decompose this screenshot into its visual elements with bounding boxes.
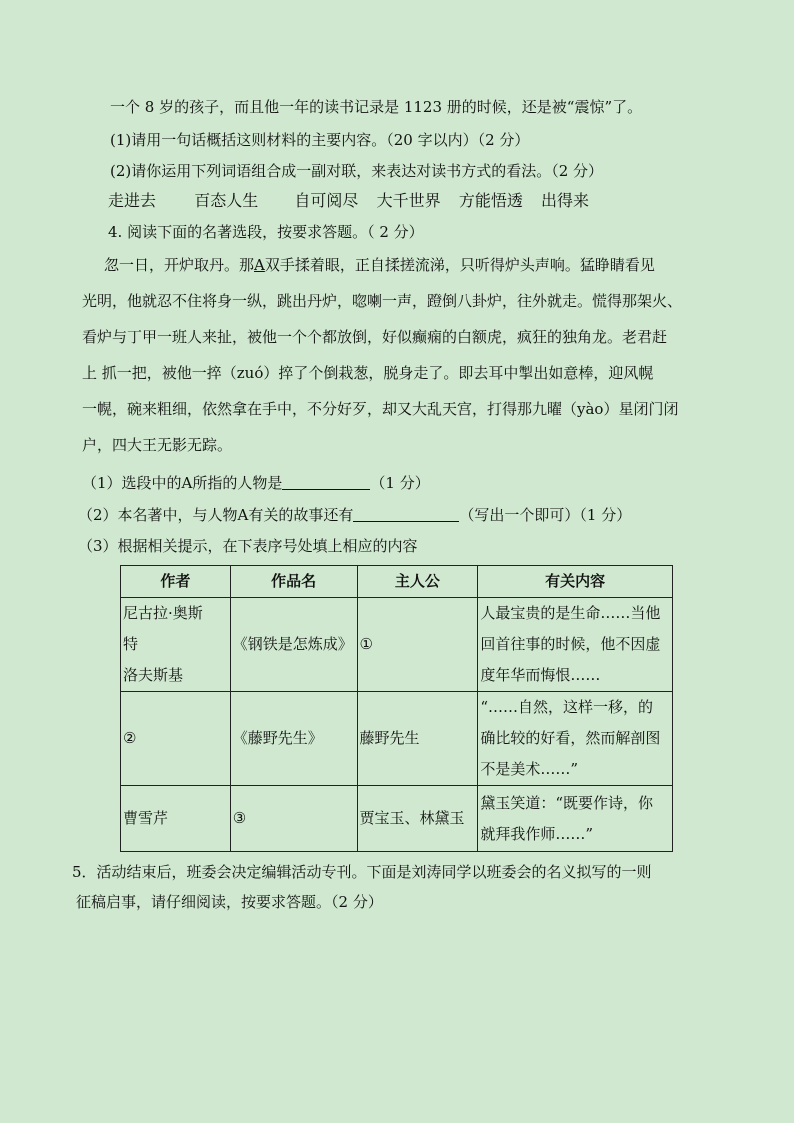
blank-A: A <box>254 256 265 274</box>
header-hero: 主人公 <box>357 566 478 598</box>
sub-question-2 <box>78 505 631 525</box>
cell-author <box>121 598 231 692</box>
cell-text: 度年华而悔恨…… <box>480 666 601 684</box>
question-1: (1)请用一句话概括这则材料的主要内容。（20 字以内）（2 分） <box>110 131 530 149</box>
sub-question-text: （1）选段中的A所指的人物是 <box>82 474 283 492</box>
cell-text: ② <box>123 729 137 747</box>
cell-work[interactable]: ③ <box>230 786 357 852</box>
cell-content <box>478 692 673 786</box>
table-row <box>121 786 673 852</box>
cell-hero: 贾宝玉、林黛玉 <box>357 786 478 852</box>
cell-content <box>478 598 673 692</box>
cell-text: 特 <box>123 635 139 653</box>
cell-text: 不是美术……” <box>480 760 578 778</box>
table-header-row <box>121 566 673 598</box>
table-row <box>121 692 673 786</box>
passage-line <box>104 255 655 275</box>
cell-text: 尼古拉·奥斯 <box>123 604 203 622</box>
cell-text: 确比较的好看，然而解剖图 <box>480 729 661 747</box>
cell-text: 洛夫斯基 <box>123 666 184 684</box>
cell-text: “……自然，这样一移，的 <box>480 698 653 716</box>
passage-line: 光明，他就忍不住将身一纵，跳出丹炉，唿喇一声，蹬倒八卦炉，往外就走。慌得那架火、 <box>82 292 683 310</box>
word-item: 百态人生 <box>194 191 259 210</box>
passage-line: 户，四大王无影无踪。 <box>82 436 233 454</box>
question-2: (2)请你运用下列词语组合成一副对联，来表达对读书方式的看法。（2 分） <box>110 162 604 180</box>
sub-question-1 <box>82 473 430 493</box>
sub-question-3: （3）根据相关提示，在下表序号处填上相应的内容 <box>78 537 418 555</box>
question-5-line2: 征稿启事，请仔细阅读，按要求答题。（2 分） <box>76 893 383 911</box>
cell-text: 回首往事的时候，他不因虚 <box>480 635 661 653</box>
sub-question-text: （写出一个即可）（1 分） <box>459 506 632 524</box>
sub-question-text: （1 分） <box>370 474 430 492</box>
cell-work: 《藤野先生》 <box>230 692 357 786</box>
intro-line: 一个 8 岁的孩子，而且他一年的读书记录是 1123 册的时候，还是被“震惊”了。 <box>110 98 643 116</box>
word-list <box>108 191 589 211</box>
word-item: 出得来 <box>541 191 590 210</box>
header-author: 作者 <box>121 566 231 598</box>
passage-line: 一幌，碗来粗细，依然拿在手中，不分好歹，却又大乱天宫，打得那九曜（yào）星闭门闭 <box>82 400 679 418</box>
cell-text: 曹雪芹 <box>123 809 169 827</box>
table-row <box>121 598 673 692</box>
question-4: 4. 阅读下面的名著选段，按要求答题。（ 2 分） <box>108 223 424 241</box>
info-table <box>120 565 673 852</box>
word-item: 走进去 <box>108 191 157 210</box>
cell-author[interactable] <box>121 692 231 786</box>
word-item: 大千世界 <box>376 191 441 210</box>
header-content: 有关内容 <box>478 566 673 598</box>
cell-work: 《钢铁是怎炼成》 <box>230 598 357 692</box>
word-item: 自可阅尽 <box>294 191 359 210</box>
word-item: 方能悟透 <box>458 191 523 210</box>
cell-text: 黛玉笑道：“既要作诗，你 <box>480 793 653 812</box>
cell-text: 就拜我作师……” <box>480 824 593 843</box>
cell-text: 人最宝贵的是生命……当他 <box>480 604 661 622</box>
cell-author <box>121 786 231 852</box>
question-5-line1: 5．活动结束后，班委会决定编辑活动专刊。下面是刘涛同学以班委会的名义拟写的一则 <box>72 863 652 881</box>
passage-text: 忽一日，开炉取丹。那 <box>104 256 255 274</box>
cell-content <box>478 786 673 852</box>
cell-hero: 藤野先生 <box>357 692 478 786</box>
answer-blank[interactable] <box>353 505 459 522</box>
cell-hero[interactable]: ① <box>357 598 478 692</box>
passage-text: 双手揉着眼，正自揉搓流涕，只听得炉头声响。猛睁睛看见 <box>264 256 655 274</box>
answer-blank[interactable] <box>282 473 370 490</box>
passage-line: 上 抓一把，被他一捽（zuó）捽了个倒栽葱，脱身走了。即去耳中掣出如意棒，迎风幌 <box>82 364 654 382</box>
header-work: 作品名 <box>230 566 357 598</box>
passage-line: 看炉与丁甲一班人来扯，被他一个个都放倒，好似癫痫的白额虎，疯狂的独角龙。老君赶 <box>82 328 668 346</box>
sub-question-text: （2）本名著中，与人物A有关的故事还有 <box>78 506 354 524</box>
